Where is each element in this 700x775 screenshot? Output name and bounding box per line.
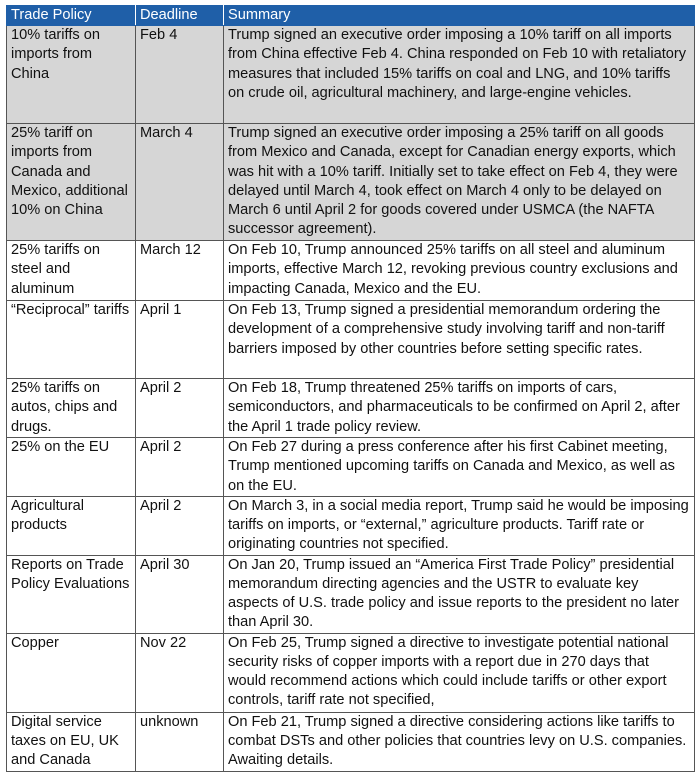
summary-cell: On Feb 13, Trump signed a presidential memorandum ordering the development of a comprehensive study involving tariff and non-tariff barriers imposed by other countries before setting specific rates. bbox=[224, 301, 695, 379]
deadline-cell: unknown bbox=[136, 712, 224, 771]
summary-cell: Trump signed an executive order imposing a 25% tariff on all goods from Mexico and Canada, except for Canadian energy exports, which was hit with a 10% tariff. Initially set to take effect on Feb 4, they were delayed until March 4, took effect on March 4 only to be delayed on March 6 until April 2 for goods covered under USMCA (the NAFTA successor agreement). bbox=[224, 124, 695, 241]
policy-cell: Reports on Trade Policy Evaluations bbox=[7, 555, 136, 633]
summary-cell: Trump signed an executive order imposing a 10% tariff on all imports from China effective Feb 4. China responded on Feb 10 with retaliatory measures that included 15% tariffs on coal and LNG, and 10% tariffs on crude oil, agricultural machinery, and large-engine vehicles. bbox=[224, 26, 695, 124]
trade-policy-table bbox=[6, 5, 695, 772]
policy-cell: “Reciprocal” tariffs bbox=[7, 301, 136, 379]
deadline-cell: April 30 bbox=[136, 555, 224, 633]
policy-cell: Digital service taxes on EU, UK and Canada bbox=[7, 712, 136, 771]
table-row bbox=[7, 438, 695, 497]
table-row bbox=[7, 379, 695, 438]
table-row bbox=[7, 633, 695, 712]
deadline-cell: April 1 bbox=[136, 301, 224, 379]
table-header-row bbox=[7, 6, 695, 26]
deadline-cell: Nov 22 bbox=[136, 633, 224, 712]
policy-cell: 10% tariffs on imports from China bbox=[7, 26, 136, 124]
deadline-cell: April 2 bbox=[136, 438, 224, 497]
summary-cell: On Feb 10, Trump announced 25% tariffs on all steel and aluminum imports, effective March 12, revoking previous country exclusions and impacting Canada, Mexico and the EU. bbox=[224, 241, 695, 301]
header-deadline: Deadline bbox=[136, 6, 224, 26]
table-row bbox=[7, 555, 695, 633]
deadline-cell: Feb 4 bbox=[136, 26, 224, 124]
header-trade-policy: Trade Policy bbox=[7, 6, 136, 26]
summary-cell: On Feb 27 during a press conference after his first Cabinet meeting, Trump mentioned upcoming tariffs on Canada and Mexico, as well as on the EU. bbox=[224, 438, 695, 497]
table-row bbox=[7, 496, 695, 555]
summary-cell: On March 3, in a social media report, Trump said he would be imposing tariffs on imports, or “external,” agriculture products. Tariff rate or originating countries not specified. bbox=[224, 496, 695, 555]
policy-cell: 25% tariffs on steel and aluminum bbox=[7, 241, 136, 301]
deadline-cell: March 4 bbox=[136, 124, 224, 241]
policy-cell: Agricultural products bbox=[7, 496, 136, 555]
deadline-cell: April 2 bbox=[136, 379, 224, 438]
deadline-cell: April 2 bbox=[136, 496, 224, 555]
header-summary: Summary bbox=[224, 6, 695, 26]
table-row bbox=[7, 712, 695, 771]
table-row bbox=[7, 301, 695, 379]
table-row bbox=[7, 241, 695, 301]
policy-cell: 25% on the EU bbox=[7, 438, 136, 497]
table-row bbox=[7, 124, 695, 241]
table-row bbox=[7, 26, 695, 124]
deadline-cell: March 12 bbox=[136, 241, 224, 301]
summary-cell: On Feb 18, Trump threatened 25% tariffs on imports of cars, semiconductors, and pharmaceuticals to be confirmed on April 2, after the April 1 trade policy review. bbox=[224, 379, 695, 438]
summary-cell: On Feb 21, Trump signed a directive considering actions like tariffs to combat DSTs and other policies that countries levy on U.S. companies. Awaiting details. bbox=[224, 712, 695, 771]
summary-cell: On Jan 20, Trump issued an “America First Trade Policy” presidential memorandum directing agencies and the USTR to evaluate key aspects of U.S. trade policy and issue reports to the president no later than April 30. bbox=[224, 555, 695, 633]
policy-cell: 25% tariffs on autos, chips and drugs. bbox=[7, 379, 136, 438]
summary-cell: On Feb 25, Trump signed a directive to investigate potential national security risks of copper imports with a report due in 270 days that would recommend actions which could include tariffs or other export controls, tariff rate not specified, bbox=[224, 633, 695, 712]
policy-cell: 25% tariff on imports from Canada and Mexico, additional 10% on China bbox=[7, 124, 136, 241]
policy-cell: Copper bbox=[7, 633, 136, 712]
